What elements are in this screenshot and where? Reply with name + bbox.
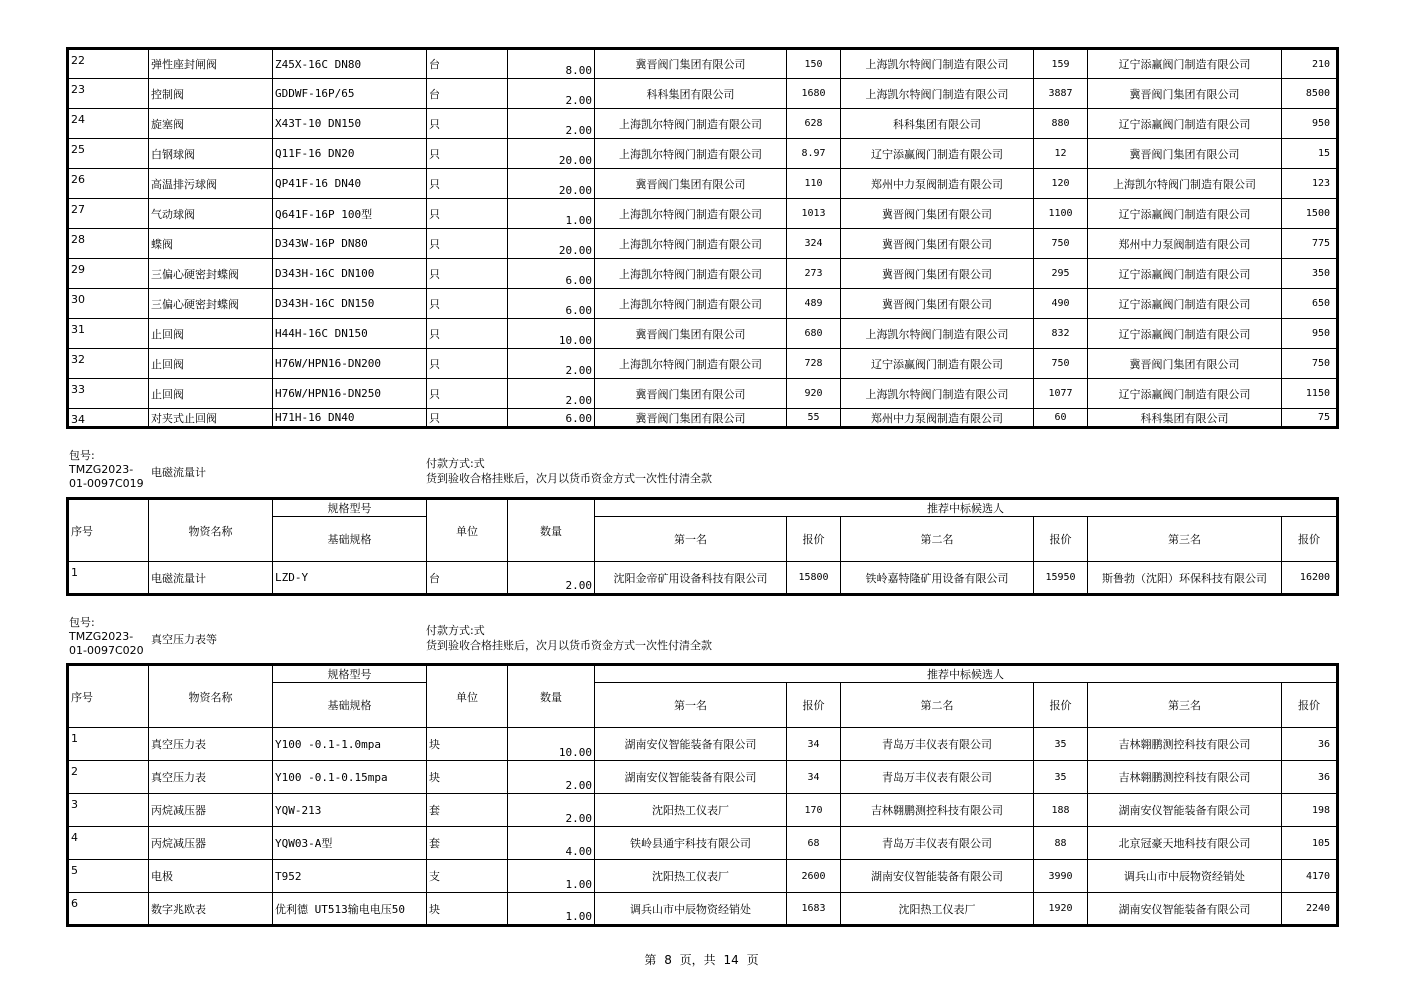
third-candidate: 辽宁添赢阀门制造有限公司: [1088, 49, 1282, 79]
item-unit: 只: [427, 289, 508, 319]
second-candidate: 冀晋阀门集团有限公司: [841, 199, 1034, 229]
header-second: 第二名: [841, 517, 1034, 562]
second-candidate: 冀晋阀门集团有限公司: [841, 229, 1034, 259]
row-number: 27: [68, 199, 149, 229]
table-row: [68, 409, 1338, 428]
payment-terms: [426, 623, 712, 653]
second-candidate: 吉林翱鹏测控科技有限公司: [841, 794, 1034, 827]
item-unit: 台: [427, 562, 508, 595]
header-row: [68, 665, 1338, 683]
table-row: [68, 169, 1338, 199]
item-quantity: 10.00: [508, 319, 595, 349]
item-spec: H44H-16C DN150: [273, 319, 427, 349]
item-quantity: 6.00: [508, 289, 595, 319]
first-price: 1013: [787, 199, 841, 229]
item-unit: 套: [427, 827, 508, 860]
footer-mid: 页，共: [679, 953, 716, 967]
third-candidate: 辽宁添赢阀门制造有限公司: [1088, 109, 1282, 139]
payment-detail: 货到验收合格挂账后，次月以货币资金方式一次性付清全款: [426, 639, 712, 652]
item-name: 三偏心硬密封蝶阀: [149, 259, 273, 289]
table-row: [68, 794, 1338, 827]
third-candidate: 辽宁添赢阀门制造有限公司: [1088, 319, 1282, 349]
second-price: 88: [1034, 827, 1088, 860]
second-candidate: 青岛万丰仪表有限公司: [841, 728, 1034, 761]
second-candidate: 铁岭嘉特隆矿用设备有限公司: [841, 562, 1034, 595]
item-unit: 只: [427, 109, 508, 139]
header-third: 第三名: [1088, 683, 1282, 728]
item-unit: 只: [427, 259, 508, 289]
second-price: 490: [1034, 289, 1088, 319]
table-row: [68, 49, 1338, 79]
item-unit: 只: [427, 229, 508, 259]
header-spec-group: 规格型号: [273, 499, 427, 517]
second-price: 1920: [1034, 893, 1088, 926]
item-unit: 支: [427, 860, 508, 893]
header-first: 第一名: [595, 683, 787, 728]
item-quantity: 6.00: [508, 259, 595, 289]
second-price: 120: [1034, 169, 1088, 199]
item-name: 弹性座封闸阀: [149, 49, 273, 79]
item-spec: H71H-16 DN40: [273, 409, 427, 428]
header-third: 第三名: [1088, 517, 1282, 562]
item-name: 电极: [149, 860, 273, 893]
first-price: 150: [787, 49, 841, 79]
item-name: 白钢球阀: [149, 139, 273, 169]
second-candidate: 沈阳热工仪表厂: [841, 893, 1034, 926]
gauge-bid-rows: [68, 665, 1338, 926]
header-first: 第一名: [595, 517, 787, 562]
item-quantity: 2.00: [508, 79, 595, 109]
table-row: [68, 109, 1338, 139]
header-price: 报价: [1282, 683, 1338, 728]
header-price: 报价: [787, 517, 841, 562]
third-price: 775: [1282, 229, 1338, 259]
item-name: 真空压力表: [149, 761, 273, 794]
first-candidate: 沈阳热工仪表厂: [595, 860, 787, 893]
second-candidate: 青岛万丰仪表有限公司: [841, 827, 1034, 860]
item-quantity: 2.00: [508, 109, 595, 139]
item-spec: LZD-Y: [273, 562, 427, 595]
third-candidate: 斯鲁勃（沈阳）环保科技有限公司: [1088, 562, 1282, 595]
item-name: 控制阀: [149, 79, 273, 109]
third-price: 350: [1282, 259, 1338, 289]
item-unit: 台: [427, 79, 508, 109]
item-name: 旋塞阀: [149, 109, 273, 139]
first-price: 489: [787, 289, 841, 319]
row-number: 5: [68, 860, 149, 893]
item-name: 对夹式止回阀: [149, 409, 273, 428]
third-price: 75: [1282, 409, 1338, 428]
second-price: 832: [1034, 319, 1088, 349]
row-number: 33: [68, 379, 149, 409]
row-number: 1: [68, 728, 149, 761]
third-candidate: 湖南安仪智能装备有限公司: [1088, 893, 1282, 926]
third-price: 123: [1282, 169, 1338, 199]
first-candidate: 冀晋阀门集团有限公司: [595, 49, 787, 79]
header-candidates: 推荐中标候选人: [595, 499, 1338, 517]
item-unit: 块: [427, 761, 508, 794]
item-spec: YQW-213: [273, 794, 427, 827]
first-candidate: 上海凯尔特阀门制造有限公司: [595, 199, 787, 229]
table-row: [68, 761, 1338, 794]
item-spec: 优利德 UT513输电电压50: [273, 893, 427, 926]
table-row: [68, 827, 1338, 860]
table-row: [68, 79, 1338, 109]
first-candidate: 上海凯尔特阀门制造有限公司: [595, 289, 787, 319]
third-price: 950: [1282, 319, 1338, 349]
item-name: 电磁流量计: [149, 562, 273, 595]
item-name: 蝶阀: [149, 229, 273, 259]
second-price: 750: [1034, 349, 1088, 379]
item-spec: D343H-16C DN100: [273, 259, 427, 289]
payment-terms: [426, 456, 712, 486]
package-code-line1: TMZG2023-: [69, 630, 134, 643]
header-price: 报价: [1034, 517, 1088, 562]
second-price: 880: [1034, 109, 1088, 139]
table-row: [68, 860, 1338, 893]
second-candidate: 郑州中力泵阀制造有限公司: [841, 169, 1034, 199]
first-candidate: 上海凯尔特阀门制造有限公司: [595, 259, 787, 289]
item-unit: 只: [427, 169, 508, 199]
second-candidate: 冀晋阀门集团有限公司: [841, 289, 1034, 319]
package-name: 电磁流量计: [151, 466, 206, 479]
item-name: 止回阀: [149, 379, 273, 409]
third-candidate: 郑州中力泵阀制造有限公司: [1088, 229, 1282, 259]
second-candidate: 上海凯尔特阀门制造有限公司: [841, 49, 1034, 79]
package-code-block: [69, 449, 144, 491]
package-code-line1: TMZG2023-: [69, 463, 134, 476]
third-candidate: 吉林翱鹏测控科技有限公司: [1088, 728, 1282, 761]
item-spec: YQW03-A型: [273, 827, 427, 860]
flowmeter-bid-rows: [68, 499, 1338, 595]
first-price: 8.97: [787, 139, 841, 169]
first-candidate: 上海凯尔特阀门制造有限公司: [595, 349, 787, 379]
item-spec: Q11F-16 DN20: [273, 139, 427, 169]
third-price: 210: [1282, 49, 1338, 79]
item-name: 气动球阀: [149, 199, 273, 229]
item-quantity: 20.00: [508, 139, 595, 169]
header-second: 第二名: [841, 683, 1034, 728]
second-price: 35: [1034, 728, 1088, 761]
third-candidate: 辽宁添赢阀门制造有限公司: [1088, 259, 1282, 289]
second-price: 3887: [1034, 79, 1088, 109]
first-candidate: 上海凯尔特阀门制造有限公司: [595, 109, 787, 139]
first-candidate: 冀晋阀门集团有限公司: [595, 319, 787, 349]
first-price: 920: [787, 379, 841, 409]
row-number: 23: [68, 79, 149, 109]
table-row: [68, 893, 1338, 926]
first-candidate: 冀晋阀门集团有限公司: [595, 409, 787, 428]
item-name: 三偏心硬密封蝶阀: [149, 289, 273, 319]
second-price: 159: [1034, 49, 1088, 79]
item-unit: 只: [427, 349, 508, 379]
item-quantity: 4.00: [508, 827, 595, 860]
item-spec: D343H-16C DN150: [273, 289, 427, 319]
row-number: 28: [68, 229, 149, 259]
row-number: 24: [68, 109, 149, 139]
package-name: 真空压力表等: [151, 633, 217, 646]
item-spec: D343W-16P DN80: [273, 229, 427, 259]
item-name: 丙烷减压器: [149, 827, 273, 860]
row-number: 34: [68, 409, 149, 428]
first-price: 34: [787, 728, 841, 761]
second-price: 60: [1034, 409, 1088, 428]
package-label: 包号:: [69, 616, 95, 629]
package-code-line2: 01-0097C019: [69, 477, 144, 490]
second-candidate: 湖南安仪智能装备有限公司: [841, 860, 1034, 893]
payment-method: 付款方式:式: [426, 457, 485, 470]
table-row: [68, 319, 1338, 349]
item-spec: Q641F-16P 100型: [273, 199, 427, 229]
first-price: 15800: [787, 562, 841, 595]
second-candidate: 科科集团有限公司: [841, 109, 1034, 139]
header-spec: 基础规格: [273, 517, 427, 562]
package-code-line2: 01-0097C020: [69, 644, 144, 657]
first-price: 728: [787, 349, 841, 379]
third-price: 16200: [1282, 562, 1338, 595]
header-row: [68, 499, 1338, 517]
first-price: 273: [787, 259, 841, 289]
header-candidates: 推荐中标候选人: [595, 665, 1338, 683]
second-price: 15950: [1034, 562, 1088, 595]
row-number: 3: [68, 794, 149, 827]
item-name: 丙烷减压器: [149, 794, 273, 827]
item-unit: 台: [427, 49, 508, 79]
second-candidate: 辽宁添赢阀门制造有限公司: [841, 139, 1034, 169]
second-price: 3990: [1034, 860, 1088, 893]
table-row: [68, 379, 1338, 409]
item-spec: QP41F-16 DN40: [273, 169, 427, 199]
third-price: 650: [1282, 289, 1338, 319]
payment-detail: 货到验收合格挂账后，次月以货币资金方式一次性付清全款: [426, 472, 712, 485]
third-candidate: 上海凯尔特阀门制造有限公司: [1088, 169, 1282, 199]
table-row: [68, 139, 1338, 169]
second-candidate: 青岛万丰仪表有限公司: [841, 761, 1034, 794]
gauge-bid-table: [66, 663, 1339, 927]
third-candidate: 辽宁添赢阀门制造有限公司: [1088, 289, 1282, 319]
table-row: [68, 349, 1338, 379]
second-price: 1100: [1034, 199, 1088, 229]
item-quantity: 1.00: [508, 893, 595, 926]
item-name: 止回阀: [149, 319, 273, 349]
third-price: 8500: [1282, 79, 1338, 109]
second-candidate: 上海凯尔特阀门制造有限公司: [841, 319, 1034, 349]
first-candidate: 沈阳金帝矿用设备科技有限公司: [595, 562, 787, 595]
row-number: 30: [68, 289, 149, 319]
second-candidate: 冀晋阀门集团有限公司: [841, 259, 1034, 289]
first-price: 628: [787, 109, 841, 139]
third-candidate: 冀晋阀门集团有限公司: [1088, 139, 1282, 169]
first-price: 170: [787, 794, 841, 827]
row-number: 6: [68, 893, 149, 926]
third-candidate: 冀晋阀门集团有限公司: [1088, 349, 1282, 379]
payment-method: 付款方式:式: [426, 624, 485, 637]
third-candidate: 科科集团有限公司: [1088, 409, 1282, 428]
second-candidate: 上海凯尔特阀门制造有限公司: [841, 79, 1034, 109]
header-price: 报价: [1034, 683, 1088, 728]
second-candidate: 上海凯尔特阀门制造有限公司: [841, 379, 1034, 409]
second-price: 295: [1034, 259, 1088, 289]
first-candidate: 科科集团有限公司: [595, 79, 787, 109]
item-quantity: 10.00: [508, 728, 595, 761]
row-number: 25: [68, 139, 149, 169]
table-row: [68, 229, 1338, 259]
header-qty: 数量: [508, 665, 595, 728]
item-spec: GDDWF-16P/65: [273, 79, 427, 109]
header-no: 序号: [68, 665, 149, 728]
second-price: 35: [1034, 761, 1088, 794]
item-quantity: 1.00: [508, 199, 595, 229]
item-unit: 块: [427, 728, 508, 761]
row-number: 31: [68, 319, 149, 349]
item-spec: X43T-10 DN150: [273, 109, 427, 139]
first-price: 110: [787, 169, 841, 199]
table-row: [68, 562, 1338, 595]
first-candidate: 铁岭县通宇科技有限公司: [595, 827, 787, 860]
item-quantity: 2.00: [508, 562, 595, 595]
table-row: [68, 728, 1338, 761]
table-row: [68, 289, 1338, 319]
item-quantity: 20.00: [508, 229, 595, 259]
header-price: 报价: [787, 683, 841, 728]
item-quantity: 2.00: [508, 794, 595, 827]
item-name: 数字兆欧表: [149, 893, 273, 926]
first-price: 2600: [787, 860, 841, 893]
header-unit: 单位: [427, 499, 508, 562]
item-name: 高温排污球阀: [149, 169, 273, 199]
first-candidate: 冀晋阀门集团有限公司: [595, 169, 787, 199]
first-candidate: 沈阳热工仪表厂: [595, 794, 787, 827]
third-candidate: 调兵山市中辰物资经销处: [1088, 860, 1282, 893]
item-quantity: 1.00: [508, 860, 595, 893]
second-price: 1077: [1034, 379, 1088, 409]
item-spec: Y100 -0.1-1.0mpa: [273, 728, 427, 761]
third-price: 105: [1282, 827, 1338, 860]
item-quantity: 2.00: [508, 379, 595, 409]
first-price: 68: [787, 827, 841, 860]
item-unit: 只: [427, 409, 508, 428]
item-quantity: 6.00: [508, 409, 595, 428]
first-price: 324: [787, 229, 841, 259]
second-candidate: 郑州中力泵阀制造有限公司: [841, 409, 1034, 428]
footer-suffix: 页: [746, 953, 759, 967]
item-name: 止回阀: [149, 349, 273, 379]
second-price: 12: [1034, 139, 1088, 169]
second-candidate: 辽宁添赢阀门制造有限公司: [841, 349, 1034, 379]
item-spec: H76W/HPN16-DN200: [273, 349, 427, 379]
item-unit: 只: [427, 139, 508, 169]
page-footer: [0, 951, 1403, 968]
first-candidate: 湖南安仪智能装备有限公司: [595, 761, 787, 794]
first-price: 55: [787, 409, 841, 428]
valve-bid-rows: [68, 49, 1338, 428]
row-number: 22: [68, 49, 149, 79]
second-price: 750: [1034, 229, 1088, 259]
third-price: 36: [1282, 761, 1338, 794]
third-candidate: 湖南安仪智能装备有限公司: [1088, 794, 1282, 827]
item-spec: Z45X-16C DN80: [273, 49, 427, 79]
first-candidate: 上海凯尔特阀门制造有限公司: [595, 229, 787, 259]
item-spec: T952: [273, 860, 427, 893]
item-unit: 套: [427, 794, 508, 827]
third-candidate: 冀晋阀门集团有限公司: [1088, 79, 1282, 109]
item-spec: H76W/HPN16-DN250: [273, 379, 427, 409]
header-unit: 单位: [427, 665, 508, 728]
row-number: 32: [68, 349, 149, 379]
item-quantity: 8.00: [508, 49, 595, 79]
header-name: 物资名称: [149, 665, 273, 728]
third-price: 750: [1282, 349, 1338, 379]
header-spec-group: 规格型号: [273, 665, 427, 683]
item-unit: 只: [427, 199, 508, 229]
header-spec: 基础规格: [273, 683, 427, 728]
flowmeter-bid-table: [66, 497, 1339, 596]
header-name: 物资名称: [149, 499, 273, 562]
item-name: 真空压力表: [149, 728, 273, 761]
third-candidate: 吉林翱鹏测控科技有限公司: [1088, 761, 1282, 794]
third-price: 15: [1282, 139, 1338, 169]
first-candidate: 冀晋阀门集团有限公司: [595, 379, 787, 409]
row-number: 29: [68, 259, 149, 289]
item-spec: Y100 -0.1-0.15mpa: [273, 761, 427, 794]
second-price: 188: [1034, 794, 1088, 827]
item-quantity: 2.00: [508, 761, 595, 794]
row-number: 26: [68, 169, 149, 199]
row-number: 4: [68, 827, 149, 860]
first-price: 680: [787, 319, 841, 349]
page-number: 8: [664, 953, 672, 967]
third-candidate: 辽宁添赢阀门制造有限公司: [1088, 379, 1282, 409]
first-candidate: 湖南安仪智能装备有限公司: [595, 728, 787, 761]
package-code-block: [69, 616, 144, 658]
third-price: 4170: [1282, 860, 1338, 893]
footer-prefix: 第: [644, 953, 657, 967]
first-price: 1680: [787, 79, 841, 109]
third-candidate: 辽宁添赢阀门制造有限公司: [1088, 199, 1282, 229]
page-total: 14: [723, 953, 739, 967]
row-number: 1: [68, 562, 149, 595]
third-price: 2240: [1282, 893, 1338, 926]
row-number: 2: [68, 761, 149, 794]
header-qty: 数量: [508, 499, 595, 562]
header-no: 序号: [68, 499, 149, 562]
first-price: 34: [787, 761, 841, 794]
third-price: 1500: [1282, 199, 1338, 229]
item-quantity: 20.00: [508, 169, 595, 199]
third-price: 36: [1282, 728, 1338, 761]
item-unit: 块: [427, 893, 508, 926]
first-price: 1683: [787, 893, 841, 926]
third-price: 1150: [1282, 379, 1338, 409]
table-row: [68, 199, 1338, 229]
package-label: 包号:: [69, 449, 95, 462]
table-row: [68, 259, 1338, 289]
valve-bid-table: [66, 47, 1339, 429]
third-price: 950: [1282, 109, 1338, 139]
header-price: 报价: [1282, 517, 1338, 562]
item-quantity: 2.00: [508, 349, 595, 379]
item-unit: 只: [427, 319, 508, 349]
first-candidate: 上海凯尔特阀门制造有限公司: [595, 139, 787, 169]
item-unit: 只: [427, 379, 508, 409]
first-candidate: 调兵山市中辰物资经销处: [595, 893, 787, 926]
third-candidate: 北京冠豪天地科技有限公司: [1088, 827, 1282, 860]
third-price: 198: [1282, 794, 1338, 827]
